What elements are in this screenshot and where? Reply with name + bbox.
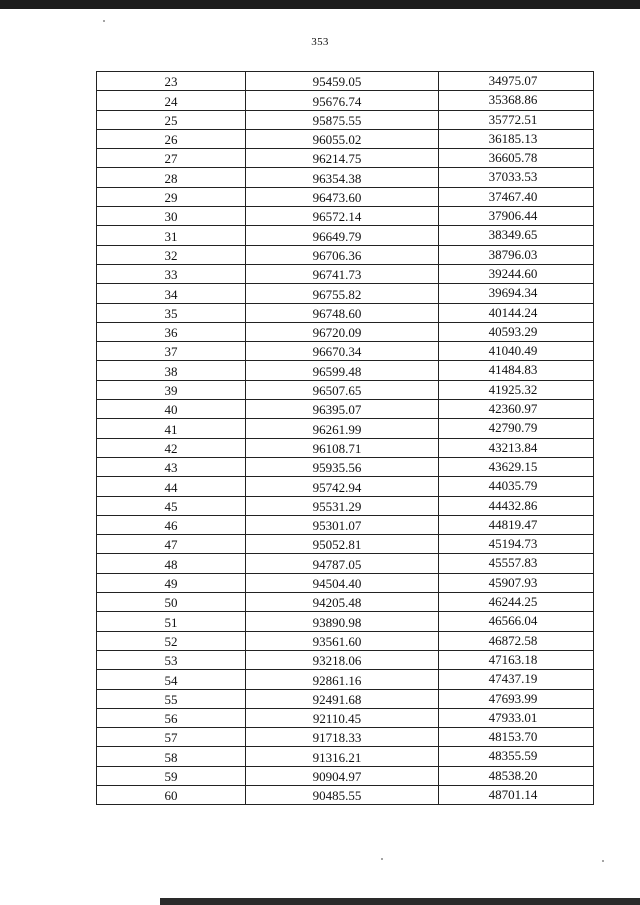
value-b-cell: 35772.51 bbox=[439, 110, 594, 129]
row-index-cell: 30 bbox=[97, 207, 246, 226]
scan-speck bbox=[103, 20, 105, 22]
value-b-cell: 39694.34 bbox=[439, 284, 594, 303]
value-b-cell: 44432.86 bbox=[439, 496, 594, 515]
row-index-cell: 42 bbox=[97, 438, 246, 457]
value-a-cell: 95052.81 bbox=[246, 535, 439, 554]
table-row bbox=[97, 457, 594, 476]
value-a-cell: 90485.55 bbox=[246, 785, 439, 804]
row-index-cell: 41 bbox=[97, 419, 246, 438]
table-row bbox=[97, 303, 594, 322]
value-b-cell: 36605.78 bbox=[439, 149, 594, 168]
value-a-cell: 90904.97 bbox=[246, 766, 439, 785]
row-index-cell: 48 bbox=[97, 554, 246, 573]
table-row bbox=[97, 554, 594, 573]
table-row bbox=[97, 477, 594, 496]
value-a-cell: 96706.36 bbox=[246, 245, 439, 264]
table-row bbox=[97, 380, 594, 399]
table-row bbox=[97, 535, 594, 554]
value-b-cell: 47163.18 bbox=[439, 650, 594, 669]
row-index-cell: 50 bbox=[97, 593, 246, 612]
row-index-cell: 55 bbox=[97, 689, 246, 708]
table-row bbox=[97, 515, 594, 534]
value-a-cell: 95935.56 bbox=[246, 457, 439, 476]
table-row bbox=[97, 400, 594, 419]
value-a-cell: 92861.16 bbox=[246, 670, 439, 689]
table-row bbox=[97, 226, 594, 245]
value-a-cell: 96395.07 bbox=[246, 400, 439, 419]
value-a-cell: 95531.29 bbox=[246, 496, 439, 515]
row-index-cell: 47 bbox=[97, 535, 246, 554]
table-row bbox=[97, 72, 594, 91]
value-b-cell: 44035.79 bbox=[439, 477, 594, 496]
value-b-cell: 47437.19 bbox=[439, 670, 594, 689]
value-a-cell: 94205.48 bbox=[246, 593, 439, 612]
value-b-cell: 42360.97 bbox=[439, 400, 594, 419]
scan-speck bbox=[381, 858, 383, 860]
table-row bbox=[97, 708, 594, 727]
row-index-cell: 27 bbox=[97, 149, 246, 168]
row-index-cell: 32 bbox=[97, 245, 246, 264]
row-index-cell: 39 bbox=[97, 380, 246, 399]
value-a-cell: 95875.55 bbox=[246, 110, 439, 129]
value-a-cell: 96599.48 bbox=[246, 361, 439, 380]
value-a-cell: 91718.33 bbox=[246, 728, 439, 747]
scan-speck bbox=[602, 860, 604, 862]
table-row bbox=[97, 322, 594, 341]
value-a-cell: 96261.99 bbox=[246, 419, 439, 438]
value-b-cell: 40593.29 bbox=[439, 322, 594, 341]
row-index-cell: 59 bbox=[97, 766, 246, 785]
row-index-cell: 38 bbox=[97, 361, 246, 380]
row-index-cell: 26 bbox=[97, 129, 246, 148]
table-row bbox=[97, 593, 594, 612]
value-b-cell: 48355.59 bbox=[439, 747, 594, 766]
value-a-cell: 92491.68 bbox=[246, 689, 439, 708]
table-row bbox=[97, 245, 594, 264]
row-index-cell: 31 bbox=[97, 226, 246, 245]
row-index-cell: 43 bbox=[97, 457, 246, 476]
value-b-cell: 47693.99 bbox=[439, 689, 594, 708]
value-a-cell: 96055.02 bbox=[246, 129, 439, 148]
row-index-cell: 49 bbox=[97, 573, 246, 592]
value-b-cell: 41925.32 bbox=[439, 380, 594, 399]
table-row bbox=[97, 129, 594, 148]
value-b-cell: 36185.13 bbox=[439, 129, 594, 148]
value-b-cell: 44819.47 bbox=[439, 515, 594, 534]
row-index-cell: 52 bbox=[97, 631, 246, 650]
value-b-cell: 41484.83 bbox=[439, 361, 594, 380]
row-index-cell: 33 bbox=[97, 264, 246, 283]
value-a-cell: 92110.45 bbox=[246, 708, 439, 727]
value-b-cell: 45557.83 bbox=[439, 554, 594, 573]
data-table bbox=[96, 71, 594, 805]
value-b-cell: 35368.86 bbox=[439, 91, 594, 110]
table-row bbox=[97, 670, 594, 689]
value-b-cell: 48701.14 bbox=[439, 785, 594, 804]
table-row bbox=[97, 91, 594, 110]
row-index-cell: 51 bbox=[97, 612, 246, 631]
table-row bbox=[97, 110, 594, 129]
value-b-cell: 46566.04 bbox=[439, 612, 594, 631]
value-b-cell: 37906.44 bbox=[439, 207, 594, 226]
value-b-cell: 38796.03 bbox=[439, 245, 594, 264]
value-a-cell: 96354.38 bbox=[246, 168, 439, 187]
table-row bbox=[97, 284, 594, 303]
table-row bbox=[97, 766, 594, 785]
table-row bbox=[97, 149, 594, 168]
value-b-cell: 48153.70 bbox=[439, 728, 594, 747]
value-a-cell: 96741.73 bbox=[246, 264, 439, 283]
table-row bbox=[97, 785, 594, 804]
row-index-cell: 36 bbox=[97, 322, 246, 341]
value-a-cell: 93218.06 bbox=[246, 650, 439, 669]
value-a-cell: 96720.09 bbox=[246, 322, 439, 341]
row-index-cell: 28 bbox=[97, 168, 246, 187]
scan-bottom-edge bbox=[160, 898, 640, 905]
value-b-cell: 37467.40 bbox=[439, 187, 594, 206]
row-index-cell: 35 bbox=[97, 303, 246, 322]
table-row bbox=[97, 342, 594, 361]
table-row bbox=[97, 168, 594, 187]
value-a-cell: 96649.79 bbox=[246, 226, 439, 245]
value-a-cell: 96214.75 bbox=[246, 149, 439, 168]
value-b-cell: 40144.24 bbox=[439, 303, 594, 322]
page-number: 353 bbox=[311, 36, 329, 48]
table-row bbox=[97, 207, 594, 226]
value-a-cell: 94504.40 bbox=[246, 573, 439, 592]
value-a-cell: 96755.82 bbox=[246, 284, 439, 303]
row-index-cell: 58 bbox=[97, 747, 246, 766]
row-index-cell: 34 bbox=[97, 284, 246, 303]
table-row bbox=[97, 650, 594, 669]
row-index-cell: 44 bbox=[97, 477, 246, 496]
row-index-cell: 53 bbox=[97, 650, 246, 669]
table-row bbox=[97, 631, 594, 650]
value-a-cell: 93890.98 bbox=[246, 612, 439, 631]
row-index-cell: 29 bbox=[97, 187, 246, 206]
value-b-cell: 45194.73 bbox=[439, 535, 594, 554]
row-index-cell: 56 bbox=[97, 708, 246, 727]
value-a-cell: 93561.60 bbox=[246, 631, 439, 650]
table-row bbox=[97, 419, 594, 438]
value-a-cell: 91316.21 bbox=[246, 747, 439, 766]
table-row bbox=[97, 747, 594, 766]
table-row bbox=[97, 612, 594, 631]
table-row bbox=[97, 438, 594, 457]
value-b-cell: 34975.07 bbox=[439, 72, 594, 91]
table-row bbox=[97, 689, 594, 708]
table-row bbox=[97, 361, 594, 380]
value-a-cell: 95742.94 bbox=[246, 477, 439, 496]
value-b-cell: 47933.01 bbox=[439, 708, 594, 727]
row-index-cell: 54 bbox=[97, 670, 246, 689]
table-row bbox=[97, 573, 594, 592]
table-row bbox=[97, 728, 594, 747]
value-a-cell: 96748.60 bbox=[246, 303, 439, 322]
value-b-cell: 43629.15 bbox=[439, 457, 594, 476]
table-row bbox=[97, 264, 594, 283]
table-body bbox=[97, 72, 594, 805]
row-index-cell: 23 bbox=[97, 72, 246, 91]
value-b-cell: 37033.53 bbox=[439, 168, 594, 187]
row-index-cell: 57 bbox=[97, 728, 246, 747]
value-b-cell: 39244.60 bbox=[439, 264, 594, 283]
value-a-cell: 94787.05 bbox=[246, 554, 439, 573]
value-b-cell: 46244.25 bbox=[439, 593, 594, 612]
value-a-cell: 95459.05 bbox=[246, 72, 439, 91]
value-b-cell: 48538.20 bbox=[439, 766, 594, 785]
value-b-cell: 46872.58 bbox=[439, 631, 594, 650]
row-index-cell: 40 bbox=[97, 400, 246, 419]
value-b-cell: 45907.93 bbox=[439, 573, 594, 592]
table-row bbox=[97, 187, 594, 206]
value-a-cell: 95301.07 bbox=[246, 515, 439, 534]
row-index-cell: 24 bbox=[97, 91, 246, 110]
row-index-cell: 25 bbox=[97, 110, 246, 129]
value-b-cell: 41040.49 bbox=[439, 342, 594, 361]
value-b-cell: 42790.79 bbox=[439, 419, 594, 438]
table-row bbox=[97, 496, 594, 515]
value-a-cell: 96473.60 bbox=[246, 187, 439, 206]
value-a-cell: 96108.71 bbox=[246, 438, 439, 457]
value-b-cell: 38349.65 bbox=[439, 226, 594, 245]
value-a-cell: 95676.74 bbox=[246, 91, 439, 110]
value-a-cell: 96507.65 bbox=[246, 380, 439, 399]
scan-top-edge bbox=[0, 0, 640, 9]
value-b-cell: 43213.84 bbox=[439, 438, 594, 457]
value-a-cell: 96670.34 bbox=[246, 342, 439, 361]
row-index-cell: 46 bbox=[97, 515, 246, 534]
row-index-cell: 37 bbox=[97, 342, 246, 361]
row-index-cell: 45 bbox=[97, 496, 246, 515]
row-index-cell: 60 bbox=[97, 785, 246, 804]
value-a-cell: 96572.14 bbox=[246, 207, 439, 226]
